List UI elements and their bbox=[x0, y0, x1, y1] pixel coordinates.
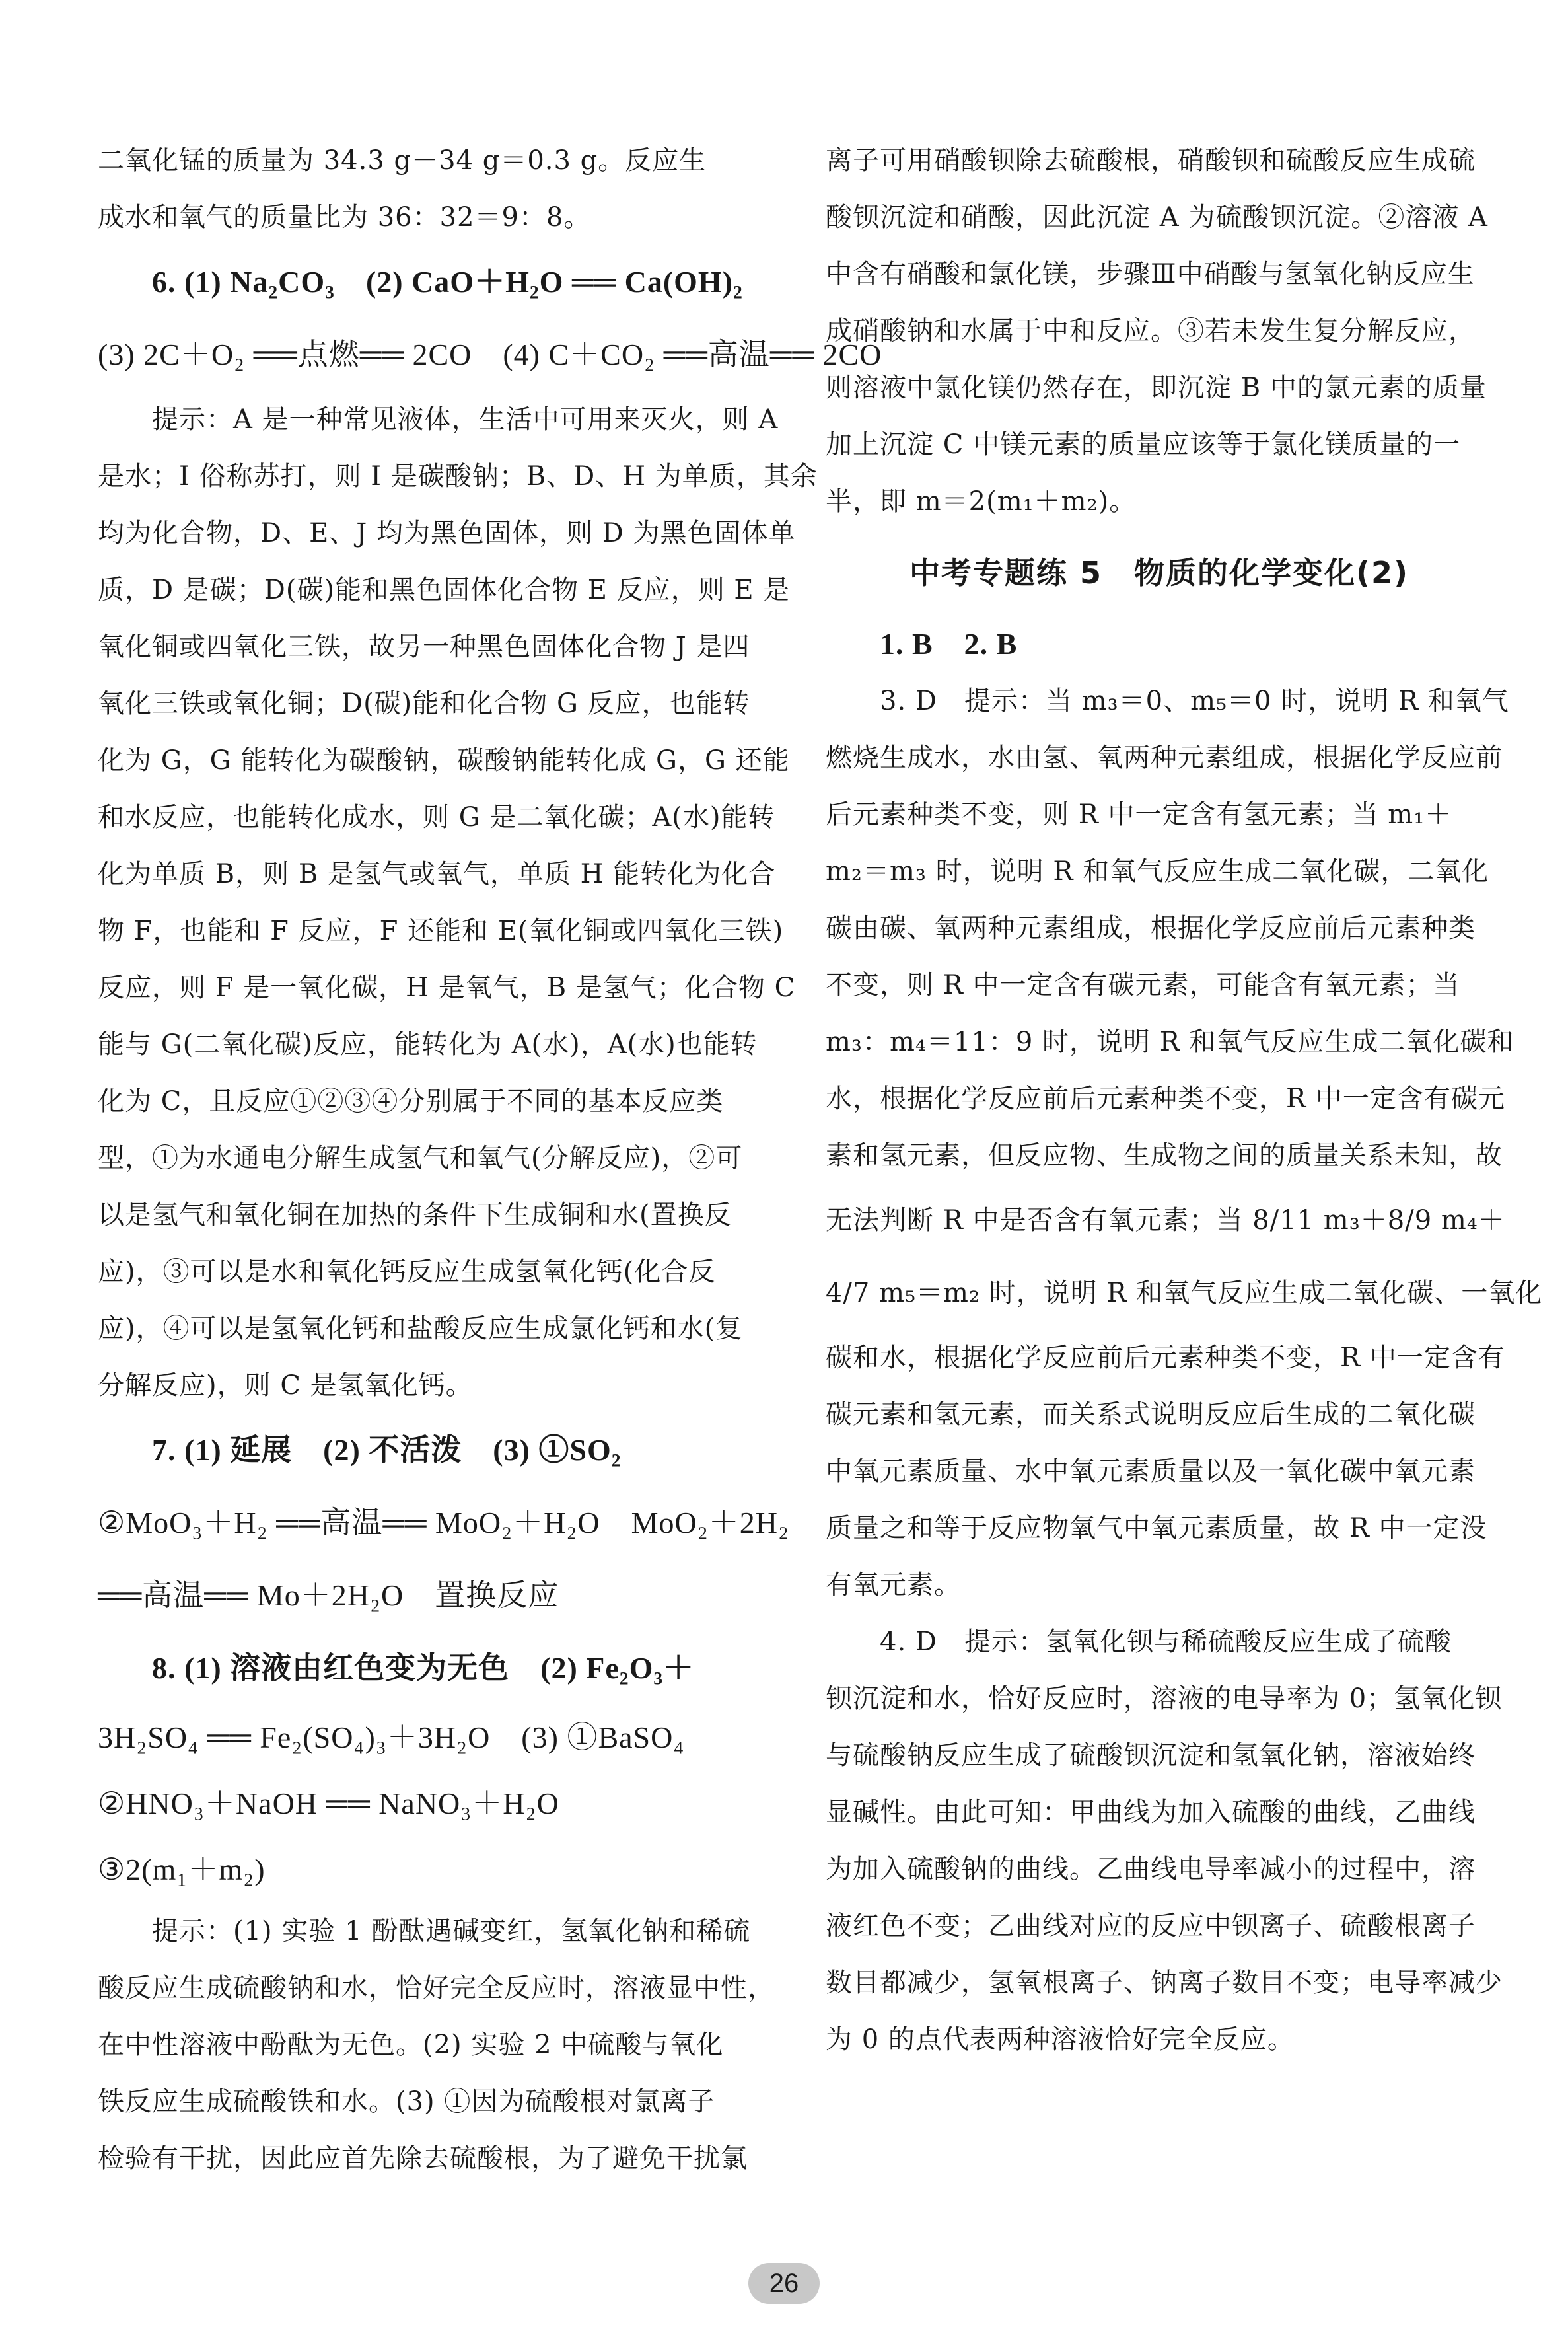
answer-7-line1: 7. (1) 延展 (2) 不活泼 (3) ①SO₂ bbox=[152, 1433, 622, 1467]
section-heading: 中考专题练 5 物质的化学变化(2) bbox=[909, 555, 1409, 591]
text-line: 质，D 是碳；D(碳)能和黑色固体化合物 E 反应，则 E 是 bbox=[98, 575, 791, 605]
text-line: 有氧元素。 bbox=[826, 1570, 961, 1600]
text-line: 成水和氧气的质量比为 36：32＝9：8。 bbox=[98, 202, 591, 233]
text-line: 后元素种类不变，则 R 中一定含有氢元素；当 m₁＋ bbox=[826, 799, 1452, 830]
text-line: 检验有干扰，因此应首先除去硫酸根，为了避免干扰氯 bbox=[98, 2143, 748, 2174]
text-line: 均为化合物，D、E、J 均为黑色固体，则 D 为黑色固体单 bbox=[98, 518, 796, 548]
text-line: 碳元素和氢元素，而关系式说明反应后生成的二氧化碳 bbox=[826, 1399, 1476, 1430]
text-line: 氧化三铁或氧化铜；D(碳)能和化合物 G 反应，也能转 bbox=[98, 688, 750, 719]
text-line: 化为 G，G 能转化为碳酸钠，碳酸钠能转化成 G，G 还能 bbox=[98, 745, 790, 776]
right-column bbox=[826, 132, 1543, 2068]
text-line: 是水；I 俗称苏打，则 I 是碳酸钠；B、D、H 为单质，其余 bbox=[98, 461, 818, 492]
text-line: 质量之和等于反应物氧气中氧元素质量，故 R 中一定没 bbox=[826, 1513, 1487, 1543]
text-line: 加上沉淀 C 中镁元素的质量应该等于氯化镁质量的一 bbox=[826, 429, 1461, 460]
text-line: 钡沉淀和水，恰好反应时，溶液的电导率为 0；氢氧化钡 bbox=[826, 1683, 1503, 1714]
hint-line: 提示：A 是一种常见液体，生活中可用来灭火，则 A bbox=[152, 404, 779, 435]
text-line: 应)，④可以是氢氧化钙和盐酸反应生成氯化钙和水(复 bbox=[98, 1313, 743, 1344]
text-line: 碳和水，根据化学反应前后元素种类不变，R 中一定含有 bbox=[826, 1343, 1505, 1373]
text-line: 液红色不变；乙曲线对应的反应中钡离子、硫酸根离子 bbox=[826, 1911, 1476, 1941]
text-line: 化为 C，且反应①②③④分别属于不同的基本反应类 bbox=[98, 1086, 724, 1117]
text-line: 分解反应)，则 C 是氢氧化钙。 bbox=[98, 1370, 473, 1401]
text-line: 酸钡沉淀和硝酸，因此沉淀 A 为硫酸钡沉淀。②溶液 A bbox=[826, 202, 1488, 233]
answer-3-line: 3. D 提示：当 m₃＝0、m₅＝0 时，说明 R 和氧气 bbox=[880, 686, 1509, 716]
text-line: 酸反应生成硫酸钠和水，恰好完全反应时，溶液显中性， bbox=[98, 1973, 775, 2003]
hint-line: 提示：(1) 实验 1 酚酞遇碱变红，氢氧化钠和稀硫 bbox=[152, 1916, 751, 1946]
text-line: 以是氢气和氧化铜在加热的条件下生成铜和水(置换反 bbox=[98, 1200, 732, 1230]
page-number-badge: 26 bbox=[748, 2263, 820, 2304]
answer-8-line1: 8. (1) 溶液由红色变为无色 (2) Fe₂O₃＋ bbox=[152, 1651, 695, 1685]
text-line: 则溶液中氯化镁仍然存在，即沉淀 B 中的氯元素的质量 bbox=[826, 373, 1487, 403]
text-line: 物 F，也能和 F 反应，F 还能和 E(氧化铜或四氧化三铁) bbox=[98, 916, 784, 946]
answer-8-line3: ②HNO₃＋NaOH ══ NaNO₃＋H₂O bbox=[98, 1787, 559, 1820]
text-line: 半，即 m＝2(m₁＋m₂)。 bbox=[826, 486, 1137, 517]
answer-8-line2: 3H₂SO₄ ══ Fe₂(SO₄)₃＋3H₂O (3) ①BaSO₄ bbox=[98, 1720, 685, 1754]
text-line: 碳由碳、氧两种元素组成，根据化学反应前后元素种类 bbox=[826, 913, 1476, 943]
text-line: 素和氢元素，但反应物、生成物之间的质量关系未知，故 bbox=[826, 1140, 1503, 1171]
text-line: 在中性溶液中酚酞为无色。(2) 实验 2 中硫酸与氧化 bbox=[98, 2030, 724, 2060]
left-column bbox=[98, 132, 882, 2187]
text-line: 与硫酸钠反应生成了硫酸钡沉淀和氢氧化钠，溶液始终 bbox=[826, 1740, 1476, 1771]
text-line: m₂＝m₃ 时，说明 R 和氧气反应生成二氧化碳，二氧化 bbox=[826, 856, 1489, 887]
text-line: 应)，③可以是水和氧化钙反应生成氢氧化钙(化合反 bbox=[98, 1257, 716, 1287]
text-line: 型，①为水通电分解生成氢气和氧气(分解反应)，②可 bbox=[98, 1143, 743, 1173]
answer-7-line2: ②MoO₃＋H₂ ══高温══ MoO₂＋H₂O MoO₂＋2H₂ bbox=[98, 1506, 790, 1539]
text-line: 二氧化锰的质量为 34.3 g－34 g＝0.3 g。反应生 bbox=[98, 145, 707, 176]
text-line: 离子可用硝酸钡除去硫酸根，硝酸钡和硫酸反应生成硫 bbox=[826, 145, 1476, 176]
text-line-fraction: 无法判断 R 中是否含有氧元素；当 8/11 m₃＋8/9 m₄＋ bbox=[826, 1205, 1505, 1236]
text-line: 中含有硝酸和氯化镁，步骤Ⅲ中硝酸与氢氧化钠反应生 bbox=[826, 259, 1475, 289]
answer-4-line: 4. D 提示：氢氧化钡与稀硫酸反应生成了硫酸 bbox=[880, 1627, 1452, 1657]
answer-7-line3: ══高温══ Mo＋2H₂O 置换反应 bbox=[98, 1578, 559, 1612]
text-line-fraction: 4/7 m₅＝m₂ 时，说明 R 和氧气反应生成二氧化碳、一氧化 bbox=[826, 1278, 1543, 1308]
answer-6-line2: (3) 2C＋O₂ ══点燃══ 2CO (4) C＋CO₂ ══高温══ 2CO bbox=[98, 338, 882, 371]
text-line: 为 0 的点代表两种溶液恰好完全反应。 bbox=[826, 2024, 1295, 2055]
text-line: 化为单质 B，则 B 是氢气或氧气，单质 H 能转化为化合 bbox=[98, 859, 776, 889]
text-line: 能与 G(二氧化碳)反应，能转化为 A(水)，A(水)也能转 bbox=[98, 1029, 758, 1060]
text-line: 和水反应，也能转化成水，则 G 是二氧化碳；A(水)能转 bbox=[98, 802, 775, 832]
text-line: 数目都减少，氢氧根离子、钠离子数目不变；电导率减少 bbox=[826, 1968, 1503, 1998]
text-line: 燃烧生成水，水由氢、氧两种元素组成，根据化学反应前 bbox=[826, 743, 1503, 773]
text-line: 中氧元素质量、水中氧元素质量以及一氧化碳中氧元素 bbox=[826, 1456, 1476, 1487]
text-line: m₃：m₄＝11：9 时，说明 R 和氧气反应生成二氧化碳和 bbox=[826, 1027, 1515, 1057]
text-line: 铁反应生成硫酸铁和水。(3) ①因为硫酸根对氯离子 bbox=[98, 2086, 715, 2117]
text-line: 氧化铜或四氧化三铁，故另一种黑色固体化合物 J 是四 bbox=[98, 632, 750, 662]
answer-1-2: 1. B 2. B bbox=[880, 627, 1018, 661]
text-line: 反应，则 F 是一氧化碳，H 是氧气，B 是氢气；化合物 C bbox=[98, 973, 796, 1003]
text-line: 水，根据化学反应前后元素种类不变，R 中一定含有碳元 bbox=[826, 1084, 1505, 1114]
text-line: 显碱性。由此可知：甲曲线为加入硫酸的曲线，乙曲线 bbox=[826, 1797, 1476, 1827]
text-line: 成硝酸钠和水属于中和反应。③若未发生复分解反应， bbox=[826, 316, 1476, 346]
answer-8-line4: ③2(m₁＋m₂) bbox=[98, 1853, 266, 1886]
answer-6-line1: 6. (1) Na₂CO₃ (2) CaO＋H₂O ══ Ca(OH)₂ bbox=[152, 265, 743, 299]
text-line: 不变，则 R 中一定含有碳元素，可能含有氧元素；当 bbox=[826, 970, 1460, 1000]
text-line: 为加入硫酸钠的曲线。乙曲线电导率减小的过程中，溶 bbox=[826, 1854, 1476, 1884]
